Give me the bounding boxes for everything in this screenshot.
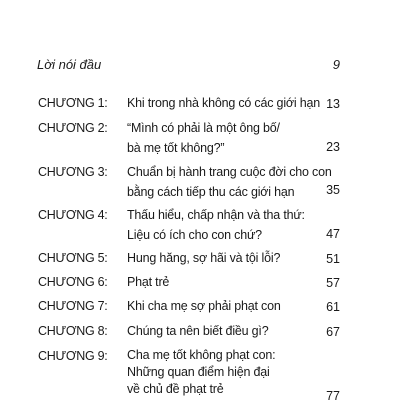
chapter-title-line: Hung hăng, sợ hãi và tội lỗi? <box>127 251 281 265</box>
chapter-page-number: 61 <box>326 300 340 314</box>
chapter-label: CHƯƠNG 1: <box>38 96 108 110</box>
chapter-page-number: 77 <box>326 389 340 403</box>
chapter-page-number: 35 <box>326 183 340 197</box>
chapter-title <box>127 248 280 268</box>
chapter-label: CHƯƠNG 3: <box>38 165 108 179</box>
chapter-page-number: 47 <box>326 227 340 241</box>
chapter-title-line: Thấu hiểu, chấp nhận và tha thứ: <box>127 208 305 222</box>
chapter-title-line: bà mẹ tốt không?” <box>127 141 225 155</box>
chapter-label: CHƯƠNG 2: <box>38 121 108 135</box>
chapter-label: CHƯƠNG 7: <box>38 299 108 313</box>
chapter-page-number: 57 <box>326 276 340 290</box>
chapter-title-line: Liệu có ích cho con chứ? <box>127 228 262 242</box>
chapter-title-line: Khi cha mẹ sợ phải phạt con <box>127 299 281 313</box>
chapter-title <box>127 93 320 113</box>
chapter-label: CHƯƠNG 5: <box>38 251 108 265</box>
chapter-title <box>127 118 280 158</box>
chapter-title-line: Cha mẹ tốt không phạt con: <box>127 348 276 362</box>
chapter-page-number: 51 <box>326 252 340 266</box>
chapter-title-line: về chủ đề phạt trẻ <box>127 382 224 396</box>
chapter-label: CHƯƠNG 8: <box>38 324 108 338</box>
chapter-title <box>127 321 268 341</box>
chapter-title-line: Phạt trẻ <box>127 275 170 289</box>
chapter-title <box>127 205 305 245</box>
intro-page-number: 9 <box>332 57 340 72</box>
chapter-label: CHƯƠNG 9: <box>38 349 108 363</box>
chapter-title <box>127 162 332 202</box>
chapter-title-line: Những quan điểm hiện đại <box>127 365 270 379</box>
chapter-title <box>127 296 281 316</box>
intro-title: Lời nói đầu <box>37 57 102 72</box>
chapter-page-number: 23 <box>326 140 340 154</box>
chapter-title-line: bằng cách tiếp thu các giới hạn <box>127 185 295 199</box>
chapter-page-number: 67 <box>326 325 340 339</box>
chapter-title-line: “Mình có phải là một ông bố/ <box>127 121 280 135</box>
chapter-title-line: Khi trong nhà không có các giới hạn <box>127 96 320 110</box>
chapter-label: CHƯƠNG 4: <box>38 208 108 222</box>
chapter-title-line: Chuẩn bị hành trang cuộc đời cho con <box>127 165 332 179</box>
chapter-label: CHƯƠNG 6: <box>38 275 108 289</box>
chapter-title-line: Chúng ta nên biết điều gì? <box>127 324 269 338</box>
chapter-page-number: 13 <box>326 97 340 111</box>
chapter-title <box>127 272 169 292</box>
chapter-title <box>127 346 275 398</box>
